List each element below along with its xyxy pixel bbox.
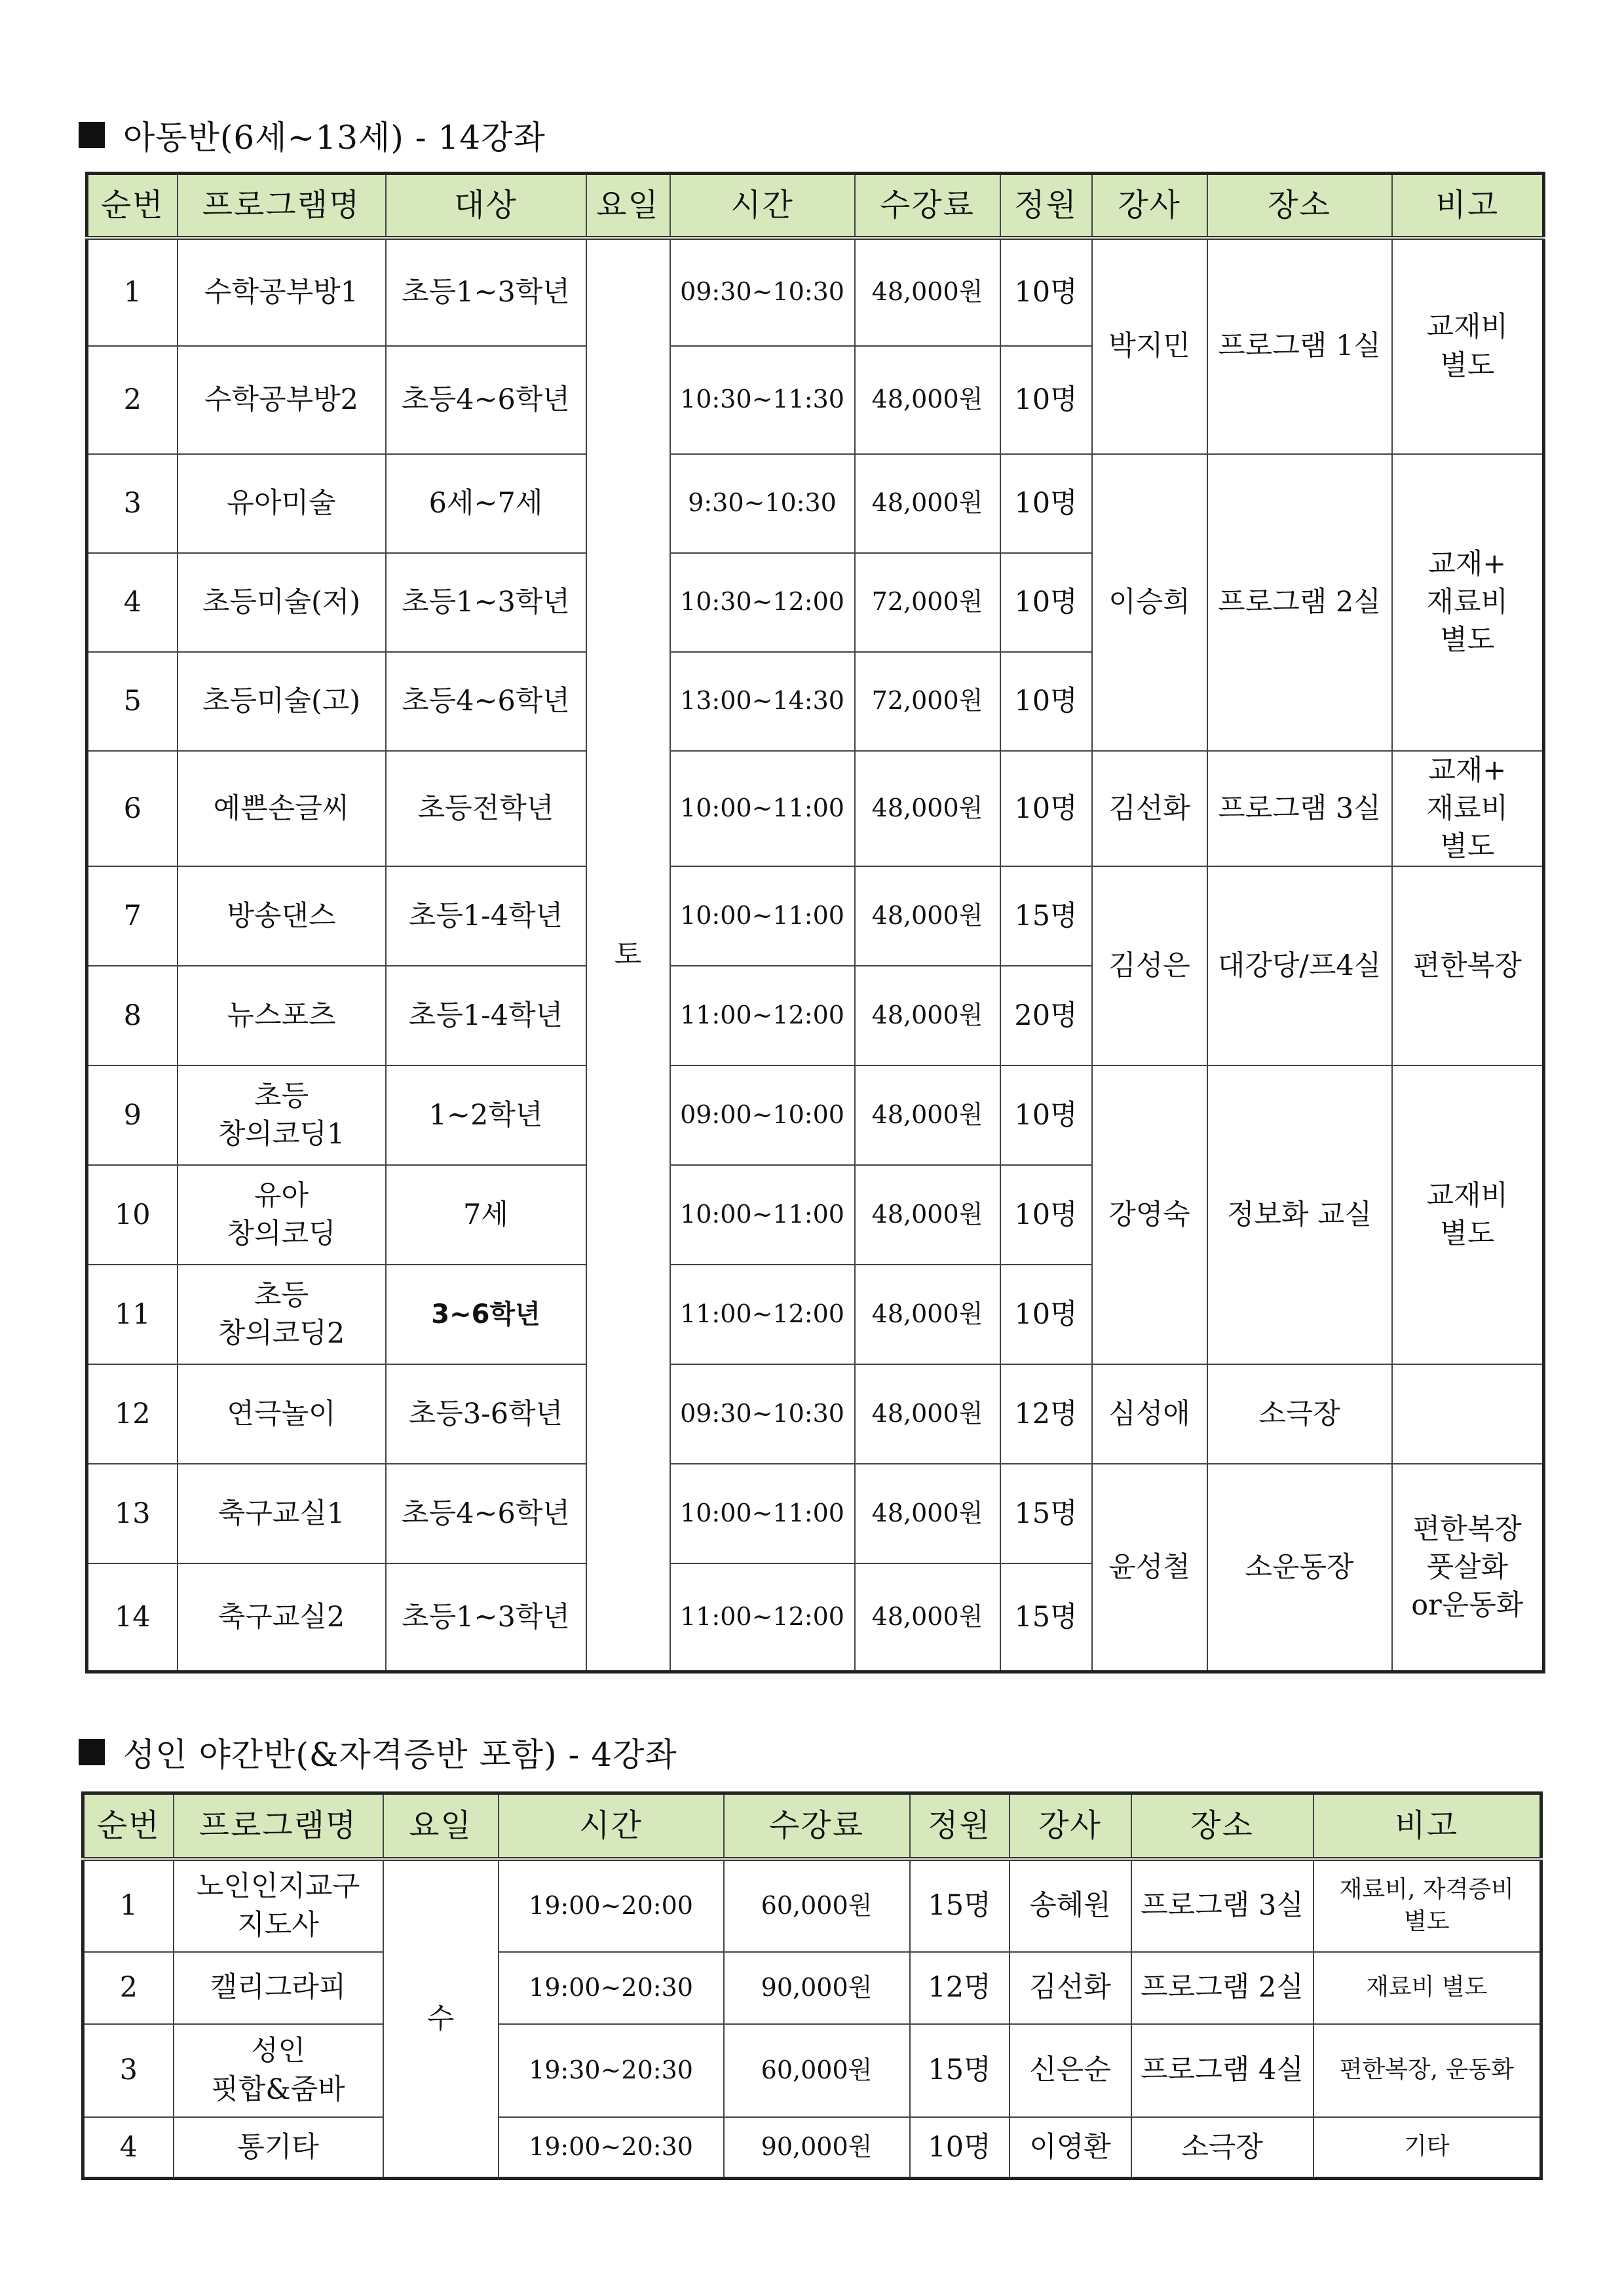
row-capacity: 15명 xyxy=(1000,1563,1092,1672)
row-target: 1~2학년 xyxy=(386,1065,586,1165)
row-capacity: 15명 xyxy=(910,2024,1010,2117)
row-instructor: 심성애 xyxy=(1092,1364,1207,1464)
row-fee: 48,000원 xyxy=(855,1165,1000,1265)
row-place: 소운동장 xyxy=(1207,1464,1392,1672)
row-capacity: 20명 xyxy=(1000,966,1092,1065)
row-capacity: 12명 xyxy=(1000,1364,1092,1464)
header-program: 프로그램명 xyxy=(174,1793,383,1859)
row-fee: 90,000원 xyxy=(724,2117,910,2179)
table-row xyxy=(87,751,1544,866)
header-no: 순번 xyxy=(87,174,178,238)
row-time: 13:00~14:30 xyxy=(670,652,855,751)
row-program: 유아미술 xyxy=(178,454,386,553)
adult-class-table xyxy=(81,1791,1543,2180)
row-time: 09:00~10:00 xyxy=(670,1065,855,1165)
row-no: 2 xyxy=(87,346,178,454)
row-day: 토 xyxy=(586,238,670,1672)
row-instructor: 윤성철 xyxy=(1092,1464,1207,1672)
row-no: 7 xyxy=(87,866,178,966)
row-fee: 48,000원 xyxy=(855,346,1000,454)
row-time: 10:30~11:30 xyxy=(670,346,855,454)
row-program: 예쁜손글씨 xyxy=(178,751,386,866)
table-row xyxy=(87,238,1544,346)
row-program: 초등미술(고) xyxy=(178,652,386,751)
row-capacity: 10명 xyxy=(910,2117,1010,2179)
row-no: 3 xyxy=(87,454,178,553)
row-time: 10:30~12:00 xyxy=(670,553,855,652)
row-no: 12 xyxy=(87,1364,178,1464)
row-time: 9:30~10:30 xyxy=(670,454,855,553)
section-title-children xyxy=(79,111,546,159)
row-target: 초등1-4학년 xyxy=(386,966,586,1065)
header-target: 대상 xyxy=(386,174,586,238)
header-no: 순번 xyxy=(83,1793,174,1859)
header-note: 비고 xyxy=(1392,174,1544,238)
row-no: 11 xyxy=(87,1265,178,1364)
row-time: 10:00~11:00 xyxy=(670,1464,855,1563)
row-place: 소극장 xyxy=(1131,2117,1313,2179)
row-note: 편한복장, 운동화 xyxy=(1313,2024,1541,2117)
header-capacity: 정원 xyxy=(910,1793,1010,1859)
row-fee: 72,000원 xyxy=(855,652,1000,751)
row-place: 프로그램 2실 xyxy=(1131,1952,1313,2024)
row-time: 11:00~12:00 xyxy=(670,966,855,1065)
row-note: 교재비 별도 xyxy=(1392,238,1544,454)
row-fee: 90,000원 xyxy=(724,1952,910,2024)
header-day: 요일 xyxy=(383,1793,499,1859)
table-row xyxy=(83,2024,1541,2117)
row-instructor: 김선화 xyxy=(1010,1952,1131,2024)
row-instructor: 이영환 xyxy=(1010,2117,1131,2179)
row-no: 4 xyxy=(83,2117,174,2179)
header-program: 프로그램명 xyxy=(178,174,386,238)
row-target: 초등1~3학년 xyxy=(386,238,586,346)
table-row xyxy=(83,1859,1541,1952)
header-note: 비고 xyxy=(1313,1793,1541,1859)
row-program: 뉴스포츠 xyxy=(178,966,386,1065)
row-time: 19:00~20:00 xyxy=(499,1859,724,1952)
header-place: 장소 xyxy=(1207,174,1392,238)
row-target: 초등1~3학년 xyxy=(386,553,586,652)
row-program: 캘리그라피 xyxy=(174,1952,383,2024)
children-class-table xyxy=(85,172,1545,1674)
row-program: 유아 창의코딩 xyxy=(178,1165,386,1265)
row-note: 편한복장 풋살화 or운동화 xyxy=(1392,1464,1544,1672)
row-time: 19:30~20:30 xyxy=(499,2024,724,2117)
row-capacity: 10명 xyxy=(1000,751,1092,866)
row-target: 초등4~6학년 xyxy=(386,346,586,454)
row-capacity: 10명 xyxy=(1000,346,1092,454)
row-note: 교재+ 재료비 별도 xyxy=(1392,751,1544,866)
row-no: 1 xyxy=(83,1859,174,1952)
row-place: 프로그램 4실 xyxy=(1131,2024,1313,2117)
row-capacity: 12명 xyxy=(910,1952,1010,2024)
row-no: 4 xyxy=(87,553,178,652)
row-no: 8 xyxy=(87,966,178,1065)
row-capacity: 10명 xyxy=(1000,238,1092,346)
row-capacity: 15명 xyxy=(910,1859,1010,1952)
row-place: 프로그램 3실 xyxy=(1207,751,1392,866)
table-row xyxy=(87,454,1544,553)
row-capacity: 10명 xyxy=(1000,553,1092,652)
row-fee: 48,000원 xyxy=(855,751,1000,866)
row-target: 6세~7세 xyxy=(386,454,586,553)
row-fee: 48,000원 xyxy=(855,1265,1000,1364)
row-capacity: 10명 xyxy=(1000,1065,1092,1165)
header-day: 요일 xyxy=(586,174,670,238)
row-no: 14 xyxy=(87,1563,178,1672)
row-note: 재료비, 자격증비 별도 xyxy=(1313,1859,1541,1952)
row-fee: 48,000원 xyxy=(855,866,1000,966)
square-bullet-icon xyxy=(79,122,105,148)
row-time: 19:00~20:30 xyxy=(499,1952,724,2024)
row-program: 축구교실1 xyxy=(178,1464,386,1563)
row-program: 초등미술(저) xyxy=(178,553,386,652)
row-capacity: 10명 xyxy=(1000,1265,1092,1364)
row-program: 초등 창의코딩1 xyxy=(178,1065,386,1165)
row-note: 편한복장 xyxy=(1392,866,1544,1065)
row-program: 수학공부방1 xyxy=(178,238,386,346)
table-row xyxy=(87,866,1544,966)
table-row xyxy=(87,1364,1544,1464)
section-title-text: 성인 야간반(&자격증반 포함) - 4강좌 xyxy=(123,1736,677,1774)
row-target: 초등전학년 xyxy=(386,751,586,866)
row-time: 11:00~12:00 xyxy=(670,1563,855,1672)
header-instructor: 강사 xyxy=(1010,1793,1131,1859)
row-time: 09:30~10:30 xyxy=(670,1364,855,1464)
row-instructor: 신은순 xyxy=(1010,2024,1131,2117)
row-day: 수 xyxy=(383,1859,499,2179)
section-title-adult xyxy=(79,1729,677,1776)
row-program: 방송댄스 xyxy=(178,866,386,966)
row-fee: 60,000원 xyxy=(724,1859,910,1952)
row-note xyxy=(1392,1364,1544,1464)
row-no: 9 xyxy=(87,1065,178,1165)
header-fee: 수강료 xyxy=(855,174,1000,238)
row-time: 10:00~11:00 xyxy=(670,751,855,866)
row-instructor: 송혜원 xyxy=(1010,1859,1131,1952)
row-time: 19:00~20:30 xyxy=(499,2117,724,2179)
row-no: 13 xyxy=(87,1464,178,1563)
row-note: 교재+ 재료비 별도 xyxy=(1392,454,1544,751)
row-instructor: 김선화 xyxy=(1092,751,1207,866)
row-fee: 72,000원 xyxy=(855,553,1000,652)
row-no: 3 xyxy=(83,2024,174,2117)
row-capacity: 10명 xyxy=(1000,454,1092,553)
table-row xyxy=(83,2117,1541,2179)
row-place: 소극장 xyxy=(1207,1364,1392,1464)
row-target: 3~6학년 xyxy=(386,1265,586,1364)
header-time: 시간 xyxy=(670,174,855,238)
table-row xyxy=(87,1065,1544,1165)
row-instructor: 박지민 xyxy=(1092,238,1207,454)
row-time: 11:00~12:00 xyxy=(670,1265,855,1364)
row-capacity: 15명 xyxy=(1000,866,1092,966)
row-note: 교재비 별도 xyxy=(1392,1065,1544,1364)
row-place: 프로그램 3실 xyxy=(1131,1859,1313,1952)
section-title-text: 아동반(6세~13세) - 14강좌 xyxy=(123,119,546,157)
row-fee: 48,000원 xyxy=(855,238,1000,346)
row-fee: 48,000원 xyxy=(855,1364,1000,1464)
row-no: 10 xyxy=(87,1165,178,1265)
row-target: 7세 xyxy=(386,1165,586,1265)
row-time: 09:30~10:30 xyxy=(670,238,855,346)
row-time: 10:00~11:00 xyxy=(670,1165,855,1265)
row-no: 5 xyxy=(87,652,178,751)
table-header-row xyxy=(87,174,1544,238)
row-note: 기타 xyxy=(1313,2117,1541,2179)
header-fee: 수강료 xyxy=(724,1793,910,1859)
row-capacity: 10명 xyxy=(1000,652,1092,751)
row-program: 연극놀이 xyxy=(178,1364,386,1464)
row-program: 수학공부방2 xyxy=(178,346,386,454)
row-note: 재료비 별도 xyxy=(1313,1952,1541,2024)
row-target: 초등4~6학년 xyxy=(386,1464,586,1563)
row-instructor: 김성은 xyxy=(1092,866,1207,1065)
row-program: 노인인지교구 지도사 xyxy=(174,1859,383,1952)
row-place: 대강당/프4실 xyxy=(1207,866,1392,1065)
row-program: 축구교실2 xyxy=(178,1563,386,1672)
table-header-row xyxy=(83,1793,1541,1859)
square-bullet-icon xyxy=(79,1739,105,1765)
row-fee: 48,000원 xyxy=(855,1065,1000,1165)
row-fee: 48,000원 xyxy=(855,454,1000,553)
row-fee: 60,000원 xyxy=(724,2024,910,2117)
row-target: 초등4~6학년 xyxy=(386,652,586,751)
row-program: 성인 핏합&줌바 xyxy=(174,2024,383,2117)
table-row xyxy=(87,1464,1544,1563)
row-place: 프로그램 1실 xyxy=(1207,238,1392,454)
header-place: 장소 xyxy=(1131,1793,1313,1859)
row-no: 6 xyxy=(87,751,178,866)
row-no: 2 xyxy=(83,1952,174,2024)
header-capacity: 정원 xyxy=(1000,174,1092,238)
row-capacity: 15명 xyxy=(1000,1464,1092,1563)
row-time: 10:00~11:00 xyxy=(670,866,855,966)
header-time: 시간 xyxy=(499,1793,724,1859)
row-target: 초등1-4학년 xyxy=(386,866,586,966)
row-instructor: 이승희 xyxy=(1092,454,1207,751)
row-program: 통기타 xyxy=(174,2117,383,2179)
row-place: 정보화 교실 xyxy=(1207,1065,1392,1364)
table-row xyxy=(83,1952,1541,2024)
row-target: 초등3-6학년 xyxy=(386,1364,586,1464)
row-no: 1 xyxy=(87,238,178,346)
row-fee: 48,000원 xyxy=(855,1563,1000,1672)
header-instructor: 강사 xyxy=(1092,174,1207,238)
row-program: 초등 창의코딩2 xyxy=(178,1265,386,1364)
row-capacity: 10명 xyxy=(1000,1165,1092,1265)
row-place: 프로그램 2실 xyxy=(1207,454,1392,751)
row-fee: 48,000원 xyxy=(855,1464,1000,1563)
row-instructor: 강영숙 xyxy=(1092,1065,1207,1364)
row-fee: 48,000원 xyxy=(855,966,1000,1065)
row-target: 초등1~3학년 xyxy=(386,1563,586,1672)
